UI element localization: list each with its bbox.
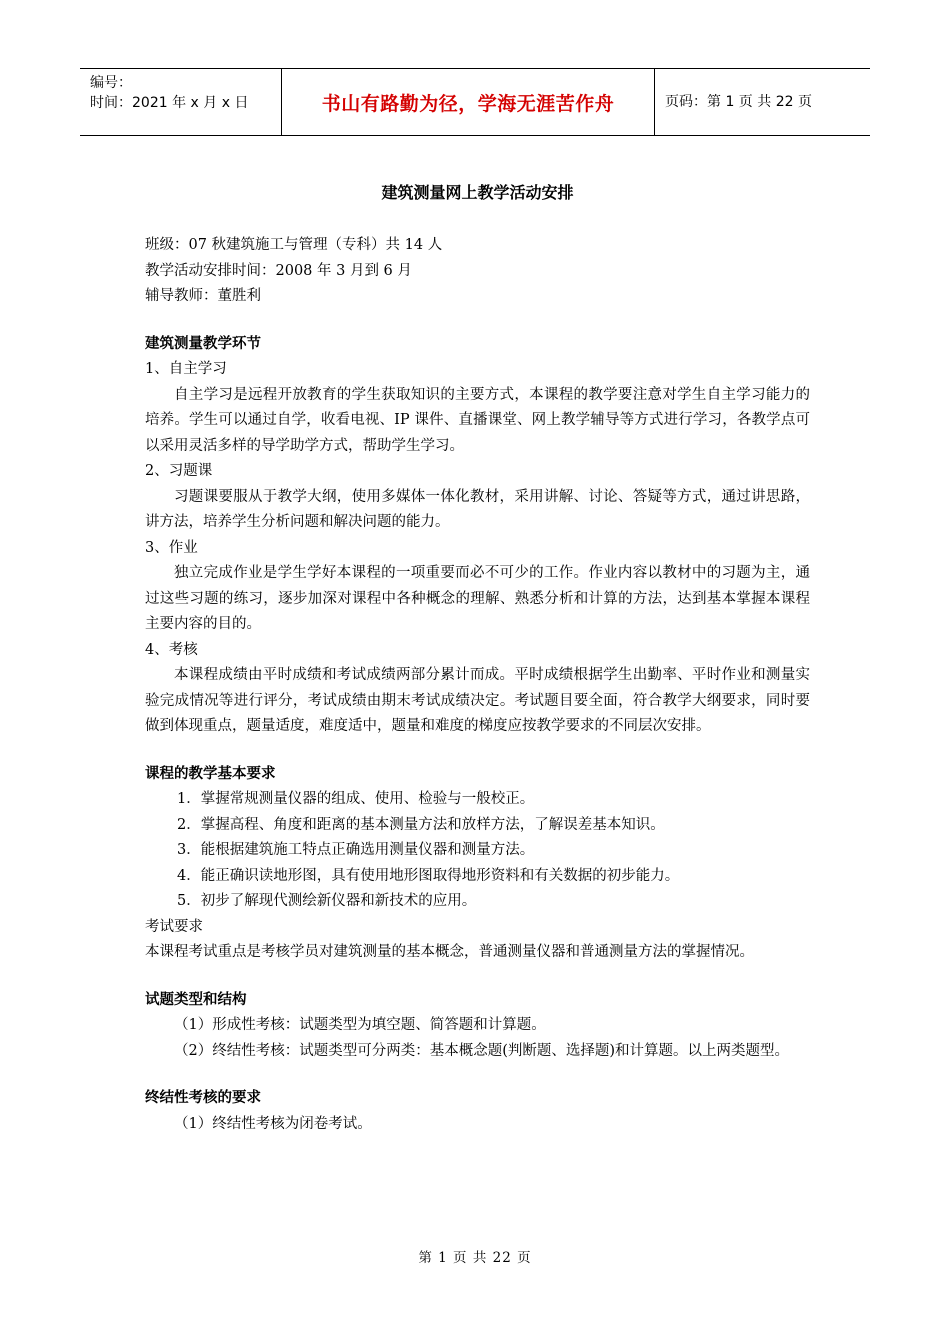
- list-item: （1）终结性考核为闭卷考试。: [174, 1115, 372, 1132]
- item-title: 2、习题课: [145, 463, 213, 479]
- item-title: 4、考核: [145, 641, 198, 658]
- list-item: （2）终结性考核：试题类型可分两类：基本概念题(判断题、选择题)和计算题。以上两类题型。: [174, 1042, 790, 1059]
- time-label: 时间：2021 年 x 月 x 日: [90, 95, 249, 111]
- document-body: [145, 180, 810, 1137]
- list-item: 1．掌握常规测量仪器的组成、使用、检验与一般校正。: [177, 791, 535, 807]
- section-heading: 试题类型和结构: [145, 991, 247, 1008]
- schedule-line: 教学活动安排时间：2008 年 3 月到 6 月: [145, 262, 412, 279]
- item-paragraph: 本课程成绩由平时成绩和考试成绩两部分累计而成。平时成绩根据学生出勤率、平时作业和测量实验完成情况等进行评分，考试成绩由期末考试成绩决定。考试题目要全面，符合教学大纲要求，同时要做到体现重点，题量适度，难度适中，题量和难度的梯度应按教学要求的不同层次安排。: [145, 667, 810, 734]
- teacher-line: 辅导教师：董胜利: [145, 288, 261, 304]
- header-motto-cell: [282, 69, 655, 135]
- section-heading: 终结性考核的要求: [145, 1090, 261, 1106]
- item-paragraph: 自主学习是远程开放教育的学生获取知识的主要方式，本课程的教学要注意对学生自主学习能力的培养。学生可以通过自学，收看电视、IP 课件、直播课堂、网上教学辅导等方式进行学习，各教学点可以采用灵活多样的导学助学方式，帮助学生学习。: [145, 386, 810, 454]
- class-line: 班级：07 秋建筑施工与管理（专科）共 14 人: [145, 237, 443, 253]
- page-header: [80, 68, 870, 136]
- page-info: 页码：第 1 页 共 22 页: [665, 94, 812, 110]
- item-paragraph: 独立完成作业是学生学好本课程的一项重要而必不可少的工作。作业内容以教材中的习题为主，通过这些习题的练习，逐步加深对课程中各种概念的理解、熟悉分析和计算的方法，达到基本掌握本课程主要内容的目的。: [145, 565, 810, 632]
- header-info-cell: [80, 69, 282, 135]
- document-title: 建筑测量网上教学活动安排: [381, 183, 574, 202]
- exam-text: 本课程考试重点是考核学员对建筑测量的基本概念，普通测量仪器和普通测量方法的掌握情况。: [145, 944, 754, 960]
- list-item: 5．初步了解现代测绘新仪器和新技术的应用。: [177, 893, 477, 909]
- list-item: 4．能正确识读地形图，具有使用地形图取得地形资料和有关数据的初步能力。: [177, 867, 680, 884]
- list-item: （1）形成性考核：试题类型为填空题、简答题和计算题。: [174, 1017, 546, 1033]
- exam-label: 考试要求: [145, 918, 203, 935]
- list-item: 3．能根据建筑施工特点正确选用测量仪器和测量方法。: [177, 842, 535, 858]
- section-heading: 建筑测量教学环节: [145, 335, 261, 352]
- item-title: 1、自主学习: [145, 361, 227, 377]
- number-label: 编号：: [90, 75, 132, 91]
- item-paragraph: 习题课要服从于教学大纲，使用多媒体一体化教材，采用讲解、讨论、答疑等方式，通过讲思路，讲方法，培养学生分析问题和解决问题的能力。: [145, 488, 810, 530]
- section-heading: 课程的教学基本要求: [145, 765, 276, 782]
- header-page-cell: [655, 69, 870, 135]
- motto-text: 书山有路勤为径，学海无涯苦作舟: [321, 92, 615, 115]
- item-title: 3、作业: [145, 539, 198, 556]
- page-footer: 第 1 页 共 22 页: [418, 1250, 532, 1266]
- list-item: 2．掌握高程、角度和距离的基本测量方法和放样方法，了解误差基本知识。: [177, 816, 665, 833]
